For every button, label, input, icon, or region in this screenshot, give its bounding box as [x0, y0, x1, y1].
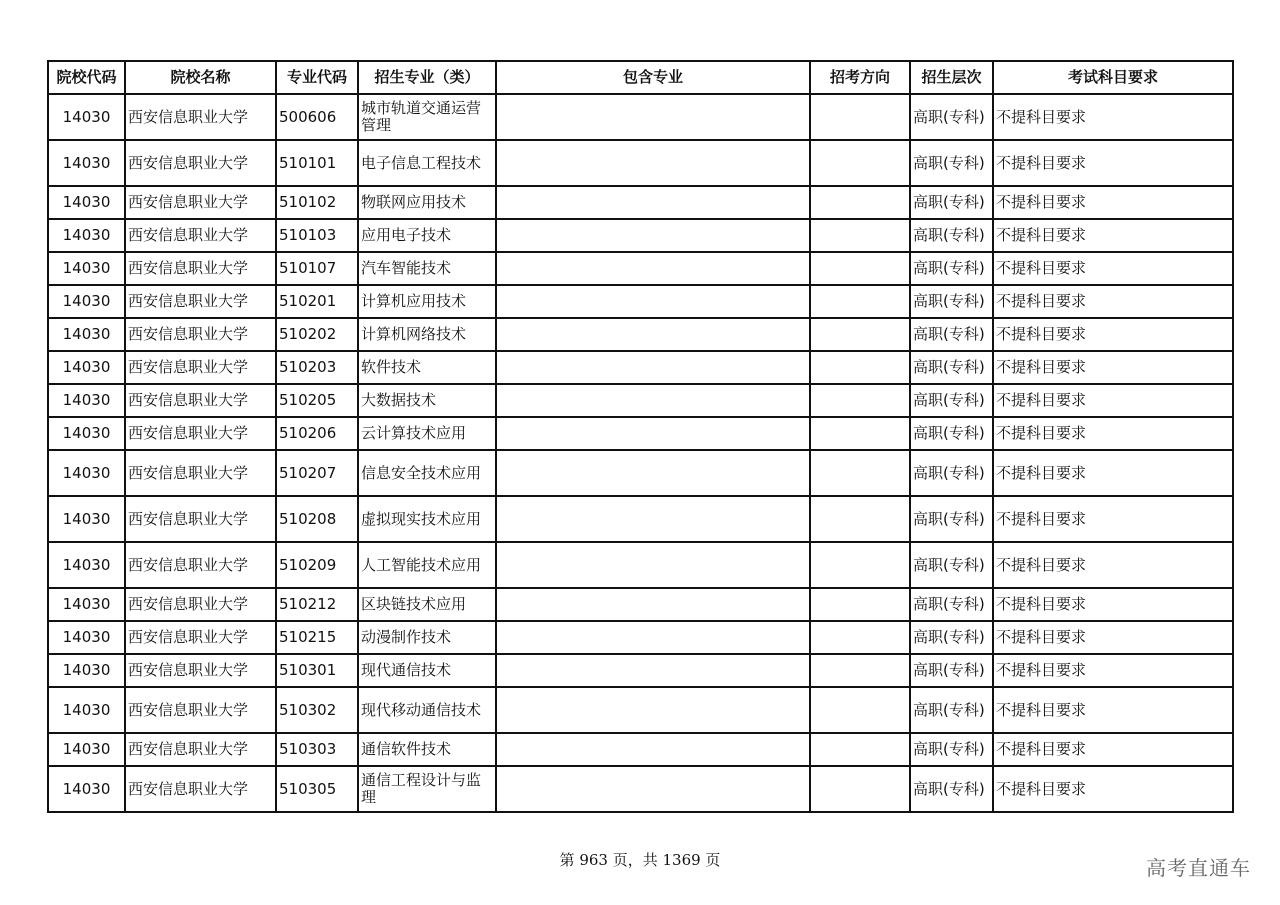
- cell-requirement: 不提科目要求: [993, 94, 1233, 140]
- header-level: 招生层次: [910, 61, 993, 94]
- cell-level: 高职(专科): [910, 766, 993, 812]
- cell-school-code: 14030: [48, 285, 125, 318]
- cell-major: 城市轨道交通运营管理: [358, 94, 496, 140]
- cell-school-name: 西安信息职业大学: [125, 351, 276, 384]
- cell-requirement: 不提科目要求: [993, 318, 1233, 351]
- cell-level: 高职(专科): [910, 318, 993, 351]
- cell-level: 高职(专科): [910, 94, 993, 140]
- cell-included-majors: [496, 351, 810, 384]
- cell-major: 通信工程设计与监理: [358, 766, 496, 812]
- cell-level: 高职(专科): [910, 219, 993, 252]
- cell-major: 计算机网络技术: [358, 318, 496, 351]
- cell-level: 高职(专科): [910, 186, 993, 219]
- cell-direction: [810, 351, 910, 384]
- cell-major: 大数据技术: [358, 384, 496, 417]
- cell-school-code: 14030: [48, 417, 125, 450]
- cell-school-name: 西安信息职业大学: [125, 417, 276, 450]
- table-row: [48, 186, 1233, 219]
- cell-major-code: 510212: [276, 588, 358, 621]
- cell-major-code: 510102: [276, 186, 358, 219]
- cell-school-name: 西安信息职业大学: [125, 766, 276, 812]
- table-row: [48, 318, 1233, 351]
- table-row: [48, 654, 1233, 687]
- table-row: [48, 588, 1233, 621]
- cell-direction: [810, 496, 910, 542]
- cell-requirement: 不提科目要求: [993, 654, 1233, 687]
- table-row: [48, 285, 1233, 318]
- cell-major: 通信软件技术: [358, 733, 496, 766]
- cell-major-code: 500606: [276, 94, 358, 140]
- table-row: [48, 219, 1233, 252]
- cell-school-name: 西安信息职业大学: [125, 687, 276, 733]
- cell-requirement: 不提科目要求: [993, 687, 1233, 733]
- cell-school-name: 西安信息职业大学: [125, 450, 276, 496]
- table-row: [48, 384, 1233, 417]
- header-requirement: 考试科目要求: [993, 61, 1233, 94]
- cell-major: 云计算技术应用: [358, 417, 496, 450]
- cell-school-code: 14030: [48, 687, 125, 733]
- table-row: [48, 252, 1233, 285]
- header-school-code: 院校代码: [48, 61, 125, 94]
- cell-included-majors: [496, 654, 810, 687]
- cell-included-majors: [496, 766, 810, 812]
- cell-school-name: 西安信息职业大学: [125, 219, 276, 252]
- cell-level: 高职(专科): [910, 285, 993, 318]
- cell-requirement: 不提科目要求: [993, 766, 1233, 812]
- cell-direction: [810, 384, 910, 417]
- cell-major: 应用电子技术: [358, 219, 496, 252]
- table-row: [48, 621, 1233, 654]
- cell-requirement: 不提科目要求: [993, 186, 1233, 219]
- cell-included-majors: [496, 687, 810, 733]
- cell-requirement: 不提科目要求: [993, 450, 1233, 496]
- cell-requirement: 不提科目要求: [993, 252, 1233, 285]
- cell-direction: [810, 318, 910, 351]
- cell-school-code: 14030: [48, 94, 125, 140]
- cell-major-code: 510206: [276, 417, 358, 450]
- cell-included-majors: [496, 542, 810, 588]
- cell-direction: [810, 417, 910, 450]
- cell-major-code: 510203: [276, 351, 358, 384]
- cell-major: 信息安全技术应用: [358, 450, 496, 496]
- cell-school-code: 14030: [48, 733, 125, 766]
- cell-included-majors: [496, 621, 810, 654]
- cell-major: 汽车智能技术: [358, 252, 496, 285]
- cell-school-name: 西安信息职业大学: [125, 252, 276, 285]
- header-school-name: 院校名称: [125, 61, 276, 94]
- cell-major-code: 510303: [276, 733, 358, 766]
- cell-school-code: 14030: [48, 318, 125, 351]
- cell-major-code: 510301: [276, 654, 358, 687]
- cell-level: 高职(专科): [910, 417, 993, 450]
- cell-requirement: 不提科目要求: [993, 219, 1233, 252]
- cell-requirement: 不提科目要求: [993, 417, 1233, 450]
- cell-major: 计算机应用技术: [358, 285, 496, 318]
- cell-major-code: 510205: [276, 384, 358, 417]
- cell-requirement: 不提科目要求: [993, 496, 1233, 542]
- cell-direction: [810, 450, 910, 496]
- table-row: [48, 351, 1233, 384]
- cell-school-name: 西安信息职业大学: [125, 186, 276, 219]
- header-direction: 招考方向: [810, 61, 910, 94]
- table-row: [48, 496, 1233, 542]
- cell-school-code: 14030: [48, 219, 125, 252]
- cell-requirement: 不提科目要求: [993, 621, 1233, 654]
- cell-requirement: 不提科目要求: [993, 588, 1233, 621]
- cell-included-majors: [496, 94, 810, 140]
- watermark-logo-text: 高考直通车: [1146, 856, 1251, 880]
- cell-direction: [810, 687, 910, 733]
- cell-major-code: 510302: [276, 687, 358, 733]
- cell-major: 软件技术: [358, 351, 496, 384]
- cell-level: 高职(专科): [910, 733, 993, 766]
- cell-direction: [810, 140, 910, 186]
- cell-school-code: 14030: [48, 621, 125, 654]
- cell-direction: [810, 621, 910, 654]
- cell-level: 高职(专科): [910, 542, 993, 588]
- cell-included-majors: [496, 588, 810, 621]
- cell-requirement: 不提科目要求: [993, 351, 1233, 384]
- table-header-row: [48, 61, 1233, 94]
- cell-included-majors: [496, 252, 810, 285]
- page-number: 第 963 页，共 1369 页: [559, 851, 721, 869]
- cell-level: 高职(专科): [910, 384, 993, 417]
- cell-major-code: 510201: [276, 285, 358, 318]
- cell-school-name: 西安信息职业大学: [125, 733, 276, 766]
- cell-direction: [810, 766, 910, 812]
- table-row: [48, 687, 1233, 733]
- cell-school-name: 西安信息职业大学: [125, 654, 276, 687]
- cell-included-majors: [496, 384, 810, 417]
- cell-school-code: 14030: [48, 766, 125, 812]
- cell-level: 高职(专科): [910, 252, 993, 285]
- cell-school-name: 西安信息职业大学: [125, 588, 276, 621]
- header-major-code: 专业代码: [276, 61, 358, 94]
- cell-level: 高职(专科): [910, 654, 993, 687]
- cell-major: 区块链技术应用: [358, 588, 496, 621]
- cell-included-majors: [496, 733, 810, 766]
- cell-level: 高职(专科): [910, 621, 993, 654]
- cell-requirement: 不提科目要求: [993, 285, 1233, 318]
- cell-level: 高职(专科): [910, 450, 993, 496]
- cell-school-name: 西安信息职业大学: [125, 285, 276, 318]
- cell-school-name: 西安信息职业大学: [125, 140, 276, 186]
- cell-direction: [810, 219, 910, 252]
- cell-school-name: 西安信息职业大学: [125, 94, 276, 140]
- cell-school-code: 14030: [48, 496, 125, 542]
- cell-direction: [810, 654, 910, 687]
- cell-school-code: 14030: [48, 351, 125, 384]
- cell-level: 高职(专科): [910, 496, 993, 542]
- cell-level: 高职(专科): [910, 687, 993, 733]
- table-row: [48, 140, 1233, 186]
- cell-major: 现代通信技术: [358, 654, 496, 687]
- table-row: [48, 450, 1233, 496]
- cell-school-code: 14030: [48, 252, 125, 285]
- cell-school-name: 西安信息职业大学: [125, 496, 276, 542]
- cell-included-majors: [496, 417, 810, 450]
- table-row: [48, 94, 1233, 140]
- cell-school-code: 14030: [48, 384, 125, 417]
- table-row: [48, 766, 1233, 812]
- cell-major: 电子信息工程技术: [358, 140, 496, 186]
- cell-included-majors: [496, 219, 810, 252]
- cell-school-code: 14030: [48, 140, 125, 186]
- cell-included-majors: [496, 186, 810, 219]
- cell-school-code: 14030: [48, 450, 125, 496]
- cell-major-code: 510202: [276, 318, 358, 351]
- cell-included-majors: [496, 318, 810, 351]
- cell-major-code: 510101: [276, 140, 358, 186]
- cell-requirement: 不提科目要求: [993, 140, 1233, 186]
- cell-direction: [810, 285, 910, 318]
- table-body: [48, 94, 1233, 812]
- cell-direction: [810, 733, 910, 766]
- cell-direction: [810, 252, 910, 285]
- cell-major-code: 510209: [276, 542, 358, 588]
- cell-requirement: 不提科目要求: [993, 384, 1233, 417]
- cell-school-code: 14030: [48, 186, 125, 219]
- cell-major: 虚拟现实技术应用: [358, 496, 496, 542]
- cell-major: 动漫制作技术: [358, 621, 496, 654]
- cell-school-name: 西安信息职业大学: [125, 318, 276, 351]
- cell-direction: [810, 588, 910, 621]
- cell-included-majors: [496, 496, 810, 542]
- cell-school-name: 西安信息职业大学: [125, 384, 276, 417]
- cell-school-name: 西安信息职业大学: [125, 621, 276, 654]
- cell-requirement: 不提科目要求: [993, 542, 1233, 588]
- cell-major: 物联网应用技术: [358, 186, 496, 219]
- cell-level: 高职(专科): [910, 588, 993, 621]
- header-included-majors: 包含专业: [496, 61, 810, 94]
- cell-included-majors: [496, 450, 810, 496]
- cell-requirement: 不提科目要求: [993, 733, 1233, 766]
- header-major: 招生专业（类）: [358, 61, 496, 94]
- cell-major-code: 510207: [276, 450, 358, 496]
- cell-level: 高职(专科): [910, 140, 993, 186]
- table-row: [48, 542, 1233, 588]
- cell-included-majors: [496, 140, 810, 186]
- cell-major-code: 510103: [276, 219, 358, 252]
- cell-major-code: 510107: [276, 252, 358, 285]
- cell-level: 高职(专科): [910, 351, 993, 384]
- cell-major-code: 510305: [276, 766, 358, 812]
- cell-major-code: 510215: [276, 621, 358, 654]
- cell-included-majors: [496, 285, 810, 318]
- cell-school-code: 14030: [48, 654, 125, 687]
- cell-direction: [810, 94, 910, 140]
- cell-major-code: 510208: [276, 496, 358, 542]
- cell-major: 人工智能技术应用: [358, 542, 496, 588]
- cell-direction: [810, 542, 910, 588]
- cell-direction: [810, 186, 910, 219]
- table-row: [48, 733, 1233, 766]
- cell-school-name: 西安信息职业大学: [125, 542, 276, 588]
- admissions-table: [47, 60, 1234, 813]
- cell-major: 现代移动通信技术: [358, 687, 496, 733]
- cell-school-code: 14030: [48, 588, 125, 621]
- cell-school-code: 14030: [48, 542, 125, 588]
- table-row: [48, 417, 1233, 450]
